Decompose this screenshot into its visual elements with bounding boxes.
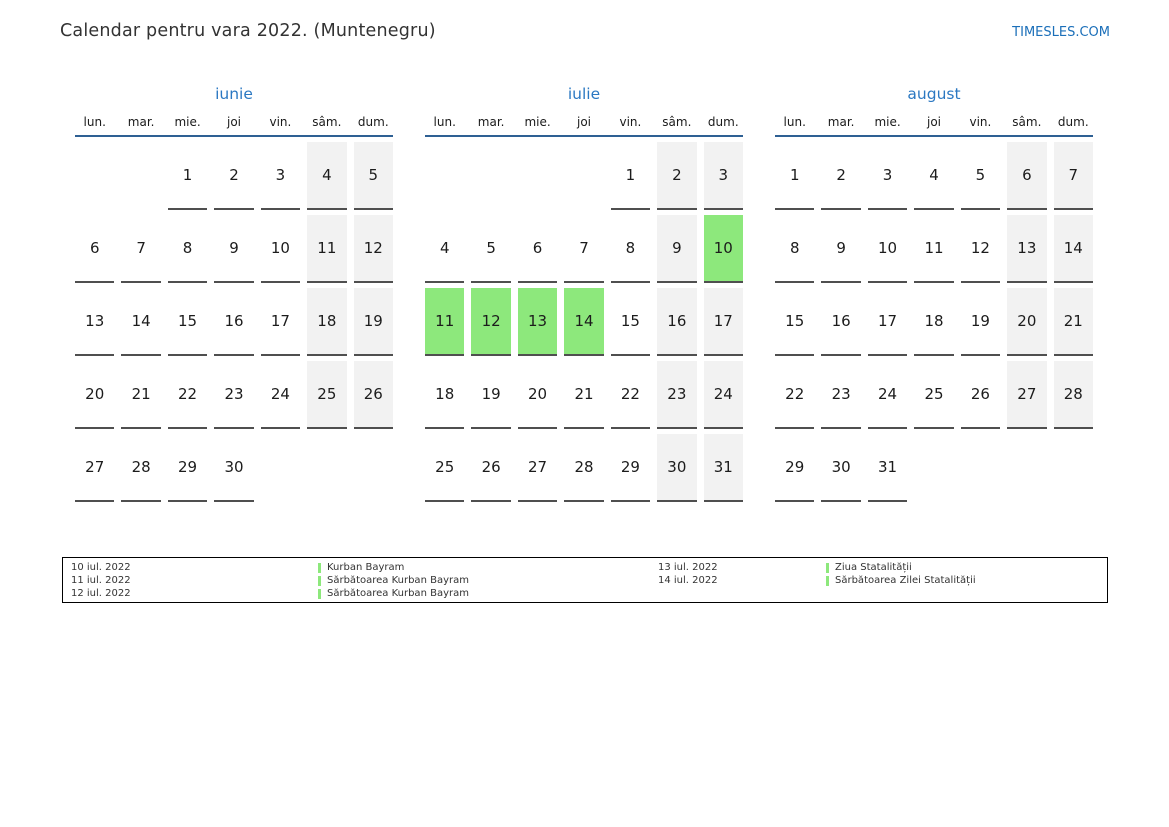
day-number: 11 — [924, 239, 944, 257]
day-cell — [168, 142, 207, 210]
day-number: 4 — [439, 239, 450, 257]
day-number: 26 — [970, 385, 990, 403]
day-cell — [961, 288, 1000, 356]
week-row — [775, 210, 1093, 283]
weekday-label: dum. — [707, 115, 739, 129]
day-number: 7 — [579, 239, 589, 257]
day-number: 31 — [713, 458, 733, 476]
legend-date-text: 10 iul. 2022 — [71, 562, 131, 573]
day-cell — [214, 215, 253, 283]
day-cell — [354, 361, 393, 429]
day-cell — [214, 434, 253, 502]
day-cell — [354, 288, 393, 356]
weekday-label: dum. — [1057, 115, 1089, 129]
day-number: 20 — [1017, 312, 1037, 330]
day-number: 1 — [182, 166, 193, 184]
day-cell — [425, 215, 464, 283]
legend-date — [71, 575, 318, 588]
day-cell — [214, 361, 253, 429]
legend-event-text: Kurban Bayram — [327, 562, 405, 573]
day-number: 5 — [975, 166, 986, 184]
day-cell — [1054, 142, 1093, 210]
day-cell — [307, 215, 346, 283]
day-cell — [961, 215, 1000, 283]
day-number: 28 — [1063, 385, 1083, 403]
day-cell — [564, 215, 603, 283]
day-number: 11 — [435, 312, 455, 330]
day-number: 4 — [322, 166, 332, 184]
month-calendar — [425, 84, 743, 502]
day-cell — [354, 215, 393, 283]
legend-date — [71, 588, 318, 601]
legend-event — [826, 562, 1107, 575]
day-cell — [121, 288, 160, 356]
day-cell-empty — [1054, 434, 1093, 502]
day-cell — [1054, 361, 1093, 429]
day-cell — [354, 142, 393, 210]
day-number: 6 — [89, 239, 100, 257]
day-cell — [914, 361, 953, 429]
day-cell — [121, 215, 160, 283]
day-cell — [611, 215, 650, 283]
day-cell — [704, 434, 743, 502]
calendars-container — [75, 84, 1093, 502]
legend-event-text: Ziua Statalității — [835, 562, 912, 573]
legend-event — [318, 562, 658, 575]
weekday-label: mie. — [174, 115, 201, 129]
day-cell — [471, 288, 510, 356]
day-cell — [518, 215, 557, 283]
weekday-label: vin. — [269, 115, 292, 129]
week-row — [75, 283, 393, 356]
weekday-label: vin. — [619, 115, 642, 129]
day-number: 16 — [831, 312, 851, 330]
month-title: august — [907, 85, 961, 103]
day-cell — [214, 142, 253, 210]
day-number: 10 — [878, 239, 898, 257]
day-cell — [261, 288, 300, 356]
day-number: 29 — [620, 458, 640, 476]
day-number: 24 — [713, 385, 733, 403]
day-number: 23 — [831, 385, 851, 403]
week-row — [425, 210, 743, 283]
day-number: 31 — [878, 458, 898, 476]
day-cell — [914, 142, 953, 210]
week-row — [775, 356, 1093, 429]
weekday-label: sâm. — [662, 115, 692, 129]
day-number: 16 — [224, 312, 244, 330]
day-cell-empty — [425, 142, 464, 210]
legend-date — [658, 575, 826, 588]
legend-dates-column — [658, 562, 826, 602]
day-number: 12 — [970, 239, 990, 257]
day-cell-empty — [914, 434, 953, 502]
day-cell — [261, 142, 300, 210]
legend-event-text: Sărbătoarea Zilei Statalității — [835, 574, 976, 586]
day-cell — [564, 288, 603, 356]
day-number: 16 — [667, 312, 687, 330]
day-cell — [868, 434, 907, 502]
day-number: 23 — [667, 385, 687, 403]
week-row — [425, 137, 743, 210]
day-number: 27 — [1017, 385, 1037, 403]
holiday-marker-icon — [318, 589, 321, 599]
weekday-label: mie. — [874, 115, 901, 129]
day-cell — [868, 142, 907, 210]
week-row — [775, 429, 1093, 502]
day-cell — [821, 142, 860, 210]
day-cell — [518, 434, 557, 502]
day-number: 24 — [270, 385, 290, 403]
day-cell — [704, 142, 743, 210]
day-cell — [657, 142, 696, 210]
legend-event-text: Sărbătoarea Kurban Bayram — [327, 574, 469, 586]
day-cell — [611, 434, 650, 502]
day-cell — [261, 215, 300, 283]
legend-date-text: 12 iul. 2022 — [71, 587, 131, 599]
day-number: 17 — [270, 312, 290, 330]
week-row — [425, 356, 743, 429]
day-cell — [471, 215, 510, 283]
weekday-header-row — [775, 115, 1093, 137]
weekday-label: joi — [926, 115, 941, 129]
day-cell — [868, 361, 907, 429]
day-cell — [961, 142, 1000, 210]
day-cell — [1007, 215, 1046, 283]
holiday-marker-icon — [318, 563, 321, 573]
day-cell — [168, 434, 207, 502]
day-number: 17 — [878, 312, 898, 330]
weekday-header-row — [425, 115, 743, 137]
legend-dates-column — [71, 562, 318, 602]
day-cell — [868, 288, 907, 356]
day-cell — [775, 215, 814, 283]
day-cell — [564, 434, 603, 502]
day-cell — [518, 361, 557, 429]
legend-event — [318, 588, 658, 601]
day-number: 6 — [1022, 166, 1032, 184]
day-cell — [914, 288, 953, 356]
day-cell — [704, 288, 743, 356]
day-cell — [425, 361, 464, 429]
day-number: 3 — [718, 166, 729, 184]
day-number: 19 — [363, 312, 383, 330]
day-cell — [1007, 288, 1046, 356]
day-cell — [657, 215, 696, 283]
day-number: 21 — [1063, 312, 1083, 330]
day-cell — [961, 361, 1000, 429]
day-cell — [821, 434, 860, 502]
day-number: 20 — [85, 385, 105, 403]
week-row — [75, 429, 393, 502]
day-cell — [471, 434, 510, 502]
day-number: 2 — [836, 166, 846, 184]
day-number: 10 — [270, 239, 290, 257]
day-number: 21 — [131, 385, 151, 403]
day-number: 8 — [789, 239, 800, 257]
day-cell — [307, 142, 346, 210]
day-number: 9 — [229, 239, 239, 257]
weekday-label: lun. — [83, 115, 106, 129]
month-title: iulie — [567, 85, 601, 103]
week-row — [75, 356, 393, 429]
day-cell — [518, 288, 557, 356]
day-cell — [168, 288, 207, 356]
day-cell — [611, 142, 650, 210]
day-cell-empty — [518, 142, 557, 210]
day-number: 27 — [85, 458, 105, 476]
weekday-label: lun. — [783, 115, 806, 129]
day-cell — [168, 361, 207, 429]
legend-box — [62, 557, 1108, 603]
day-number: 17 — [713, 312, 733, 330]
day-number: 29 — [178, 458, 198, 476]
day-cell — [121, 361, 160, 429]
day-cell — [307, 361, 346, 429]
day-cell — [821, 288, 860, 356]
day-number: 14 — [574, 312, 594, 330]
day-cell — [261, 361, 300, 429]
day-cell-empty — [1007, 434, 1046, 502]
day-cell — [775, 142, 814, 210]
day-cell-empty — [307, 434, 346, 502]
day-cell — [704, 361, 743, 429]
day-number: 28 — [131, 458, 151, 476]
legend-event — [318, 575, 658, 588]
page-title: Calendar pentru vara 2022. (Muntenegru) — [60, 21, 436, 41]
week-row — [75, 210, 393, 283]
day-number: 7 — [1068, 166, 1079, 184]
day-number: 22 — [785, 385, 805, 403]
day-number: 3 — [275, 166, 286, 184]
day-number: 12 — [481, 312, 501, 330]
day-number: 5 — [486, 239, 496, 257]
day-number: 21 — [574, 385, 594, 403]
day-cell — [1007, 142, 1046, 210]
day-number: 30 — [831, 458, 851, 476]
legend-date-text: 14 iul. 2022 — [658, 574, 718, 586]
legend-date-text: 11 iul. 2022 — [71, 574, 131, 586]
weekday-label: dum. — [357, 115, 389, 129]
day-number: 6 — [532, 239, 543, 257]
day-number: 13 — [528, 312, 548, 330]
day-cell — [775, 434, 814, 502]
day-number: 19 — [970, 312, 990, 330]
day-number: 18 — [924, 312, 944, 330]
day-number: 11 — [317, 239, 337, 257]
day-number: 12 — [363, 239, 383, 257]
day-number: 10 — [713, 239, 733, 257]
legend-event — [826, 575, 1107, 588]
day-number: 19 — [481, 385, 501, 403]
day-number: 8 — [625, 239, 636, 257]
legend-events-column — [318, 562, 658, 602]
day-number: 22 — [178, 385, 198, 403]
holiday-marker-icon — [826, 576, 829, 586]
legend-events-column — [826, 562, 1107, 602]
day-cell — [611, 288, 650, 356]
day-number: 15 — [178, 312, 198, 330]
day-cell-empty — [261, 434, 300, 502]
day-cell — [657, 361, 696, 429]
day-number: 29 — [785, 458, 805, 476]
holiday-marker-icon — [826, 563, 829, 573]
day-number: 26 — [363, 385, 383, 403]
day-number: 2 — [229, 166, 239, 184]
day-cell — [75, 288, 114, 356]
day-cell — [307, 288, 346, 356]
site-link[interactable]: TIMESLES.COM — [1012, 25, 1110, 40]
day-number: 18 — [435, 385, 455, 403]
day-cell — [471, 361, 510, 429]
day-cell — [121, 434, 160, 502]
day-number: 30 — [667, 458, 687, 476]
day-number: 20 — [528, 385, 548, 403]
day-cell — [425, 288, 464, 356]
weekday-label: mar. — [127, 115, 155, 129]
weekday-label: sâm. — [312, 115, 342, 129]
weekday-label: vin. — [969, 115, 992, 129]
day-number: 8 — [182, 239, 193, 257]
day-number: 14 — [1063, 239, 1083, 257]
weekday-label: joi — [226, 115, 241, 129]
day-number: 13 — [1017, 239, 1037, 257]
day-cell-empty — [75, 142, 114, 210]
day-number: 15 — [620, 312, 640, 330]
day-number: 4 — [929, 166, 939, 184]
day-number: 28 — [574, 458, 594, 476]
month-calendar — [775, 84, 1093, 502]
day-number: 2 — [672, 166, 682, 184]
day-cell-empty — [564, 142, 603, 210]
day-number: 26 — [481, 458, 501, 476]
day-number: 30 — [224, 458, 244, 476]
day-number: 9 — [672, 239, 682, 257]
day-number: 23 — [224, 385, 244, 403]
day-cell — [775, 288, 814, 356]
day-cell — [704, 215, 743, 283]
weekday-label: sâm. — [1012, 115, 1042, 129]
day-cell — [564, 361, 603, 429]
week-row — [75, 137, 393, 210]
day-number: 15 — [785, 312, 805, 330]
day-number: 18 — [317, 312, 337, 330]
day-number: 25 — [924, 385, 944, 403]
legend-event-text: Sărbătoarea Kurban Bayram — [327, 587, 469, 599]
day-number: 7 — [136, 239, 146, 257]
day-cell — [868, 215, 907, 283]
day-number: 27 — [528, 458, 548, 476]
legend-date — [658, 562, 826, 575]
weekday-label: mar. — [827, 115, 855, 129]
day-number: 1 — [789, 166, 800, 184]
weekday-label: joi — [576, 115, 591, 129]
day-number: 13 — [85, 312, 105, 330]
week-row — [425, 429, 743, 502]
day-cell — [657, 434, 696, 502]
week-row — [425, 283, 743, 356]
month-title: iunie — [215, 85, 253, 103]
day-cell — [214, 288, 253, 356]
day-cell-empty — [471, 142, 510, 210]
day-cell-empty — [121, 142, 160, 210]
day-cell — [1007, 361, 1046, 429]
week-row — [775, 137, 1093, 210]
day-number: 3 — [882, 166, 893, 184]
weekday-label: mie. — [524, 115, 551, 129]
month-calendar — [75, 84, 393, 502]
day-cell — [75, 361, 114, 429]
day-cell — [1054, 288, 1093, 356]
day-cell-empty — [961, 434, 1000, 502]
day-cell — [611, 361, 650, 429]
day-cell — [821, 215, 860, 283]
day-cell — [821, 361, 860, 429]
day-cell — [425, 434, 464, 502]
day-number: 5 — [368, 166, 379, 184]
legend-date-text: 13 iul. 2022 — [658, 562, 718, 573]
day-cell — [168, 215, 207, 283]
day-cell — [75, 215, 114, 283]
day-number: 24 — [878, 385, 898, 403]
weekday-label: mar. — [477, 115, 505, 129]
day-number: 9 — [836, 239, 846, 257]
day-number: 14 — [131, 312, 151, 330]
day-cell — [775, 361, 814, 429]
week-row — [775, 283, 1093, 356]
day-cell — [657, 288, 696, 356]
legend-date — [71, 562, 318, 575]
day-cell-empty — [354, 434, 393, 502]
weekday-label: lun. — [433, 115, 456, 129]
day-cell — [914, 215, 953, 283]
weekday-header-row — [75, 115, 393, 137]
holiday-marker-icon — [318, 576, 321, 586]
day-cell — [75, 434, 114, 502]
day-number: 22 — [620, 385, 640, 403]
day-cell — [1054, 215, 1093, 283]
day-number: 25 — [317, 385, 337, 403]
day-number: 25 — [435, 458, 455, 476]
day-number: 1 — [625, 166, 636, 184]
